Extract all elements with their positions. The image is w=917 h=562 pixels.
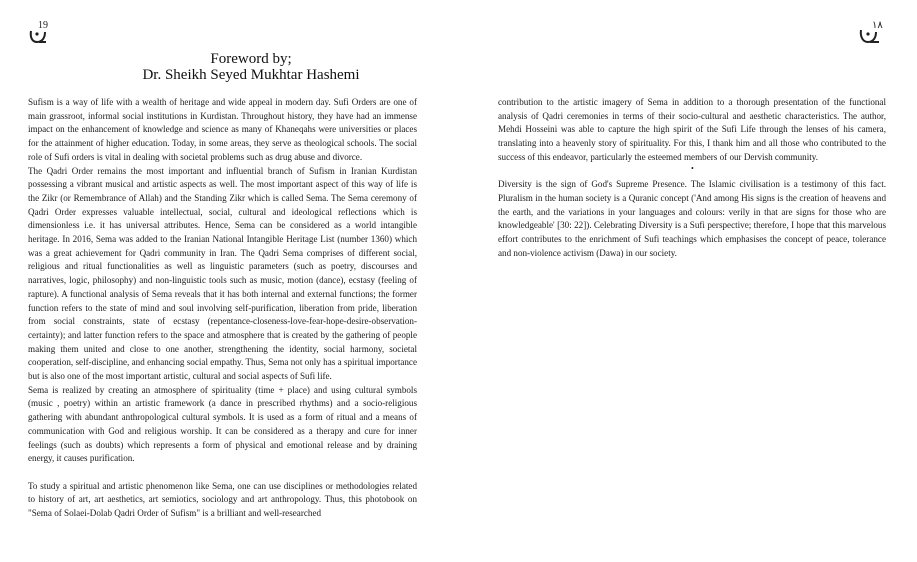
foreword-title: Foreword by;	[210, 51, 292, 67]
right-body-text	[498, 96, 886, 260]
right-page-folio	[858, 22, 882, 48]
paragraph: The Qadri Order remains the most important and influential branch of Sufism in Iranian Kurdistan possessing a vibrant musical and artistic aspects as well. The most important aspect of this way of life is the Zikr (or Remembrance of Allah) and the Standing Zikr which is called Sema. The Sema ceremony of Qadri Order expresses valuable intellectual, social, cultural and ideological reflections which is dimensionless i.e. it has universal attributes. Hence, Sema can be considered as a world intangible heritage. In 2016, Sema was added to the Iranian National Intangible Heritage List (number 1360) which was a great achievement for Qadri community in Iran. The Qadri Sema comprises of different social, religious and ritual functionalities as well as linguistic parameters (such as poetry, discourses and narratives, logic, philosophy) and non-linguistic tools such as music, motion (dance), ecstasy (feeling of rapture). A functional analysis of Sema reveals that it has both internal and external functions; the former function refers to the state of mind and soul involving self-purification, liberation from pride, liberation from social constraints, state of ecstasy (repentance-closeness-love-fear-hope-desire-observation-certainty); and latter function refers to the space and atmosphere that is created by the gathering of people making them united and close to one another, strengthening the identity, social harmony, societal cooperation, self-discipline, and enhancing social empathy. Thus, Sema not only has a spiritual importance but is also one of the most important artistic, cultural and social aspects of Sufi life.	[28, 165, 417, 382]
page-number: ۱۸	[872, 20, 883, 31]
paragraph: To study a spiritual and artistic phenomenon like Sema, one can use disciplines or methodologies related to history of art, art aesthetics, art semiotics, sociology and art anthropology. Thus, this photobook on "Sema of Solaei-Dolab Qadri Order of Sufism" is a brilliant and well-researched	[28, 480, 417, 519]
left-page	[0, 0, 458, 562]
right-page	[458, 0, 917, 562]
foreword-author: Dr. Sheikh Seyed Mukhtar Hashemi	[142, 67, 360, 83]
paragraph-gap	[28, 466, 417, 480]
paragraph: Sema is realized by creating an atmosphere of spirituality (time + place) and using cultural symbols (music , poetry) within an artistic framework (a dance in prescribed rhythms) and a socio-religious gathering with abundant anthropological cultural symbols. It is used as a form of ritual and a means of communication with God and religious worship. It can be considered as a therapy and cure for inner feelings (such as doubts) which represents a form of physical and emotional release and by draining energy, it causes purification.	[28, 384, 417, 464]
left-body-text	[28, 96, 417, 521]
section-bullet: •	[691, 164, 694, 173]
page-number: 19	[38, 20, 48, 31]
left-page-folio	[28, 22, 50, 48]
paragraph: Sufism is a way of life with a wealth of heritage and wide appeal in modern day. Sufi Orders are one of main grassroot, informal social institutions in Kurdistan. Throughout history, they have had an immense impact on the enhancement of knowledge and science as many of Khaneqahs were universities or places for the attainment of higher education. Today, in some areas, they serve as theological schools. The social role of Sufi orders is vital in dealing with societal problems such as drug abuse and divorce.	[28, 97, 417, 162]
paragraph: contribution to the artistic imagery of Sema in addition to a thorough presentation of the functional analysis of Qadri ceremonies in terms of their socio-cultural and aesthetic characteristics. The author, Mehdi Hosseini was able to capture the high spirit of the Sufi Life through the lenses of his camera, translating into a heavenly story of spirituality. For this, I thank him and all those who contributed to the success of this endeavor, particularly the esteemed members of our Dervish community.	[498, 97, 886, 162]
paragraph: Diversity is the sign of God's Supreme Presence. The Islamic civilisation is a testimony of this fact. Pluralism in the human society is a Quranic concept ('And among His signs is the creation of heavens and the earth, and the variations in your languages and colours: verily in that are signs for those who are knowledgeable' [30: 22]). Celebrating Diversity is a Sufi perspective; therefore, I hope that this marvelous effort contributes to the enrichment of Sufi teachings which emphasises the concept of peace, tolerance and non-violence activism (Dawa) in our society.	[498, 179, 886, 258]
